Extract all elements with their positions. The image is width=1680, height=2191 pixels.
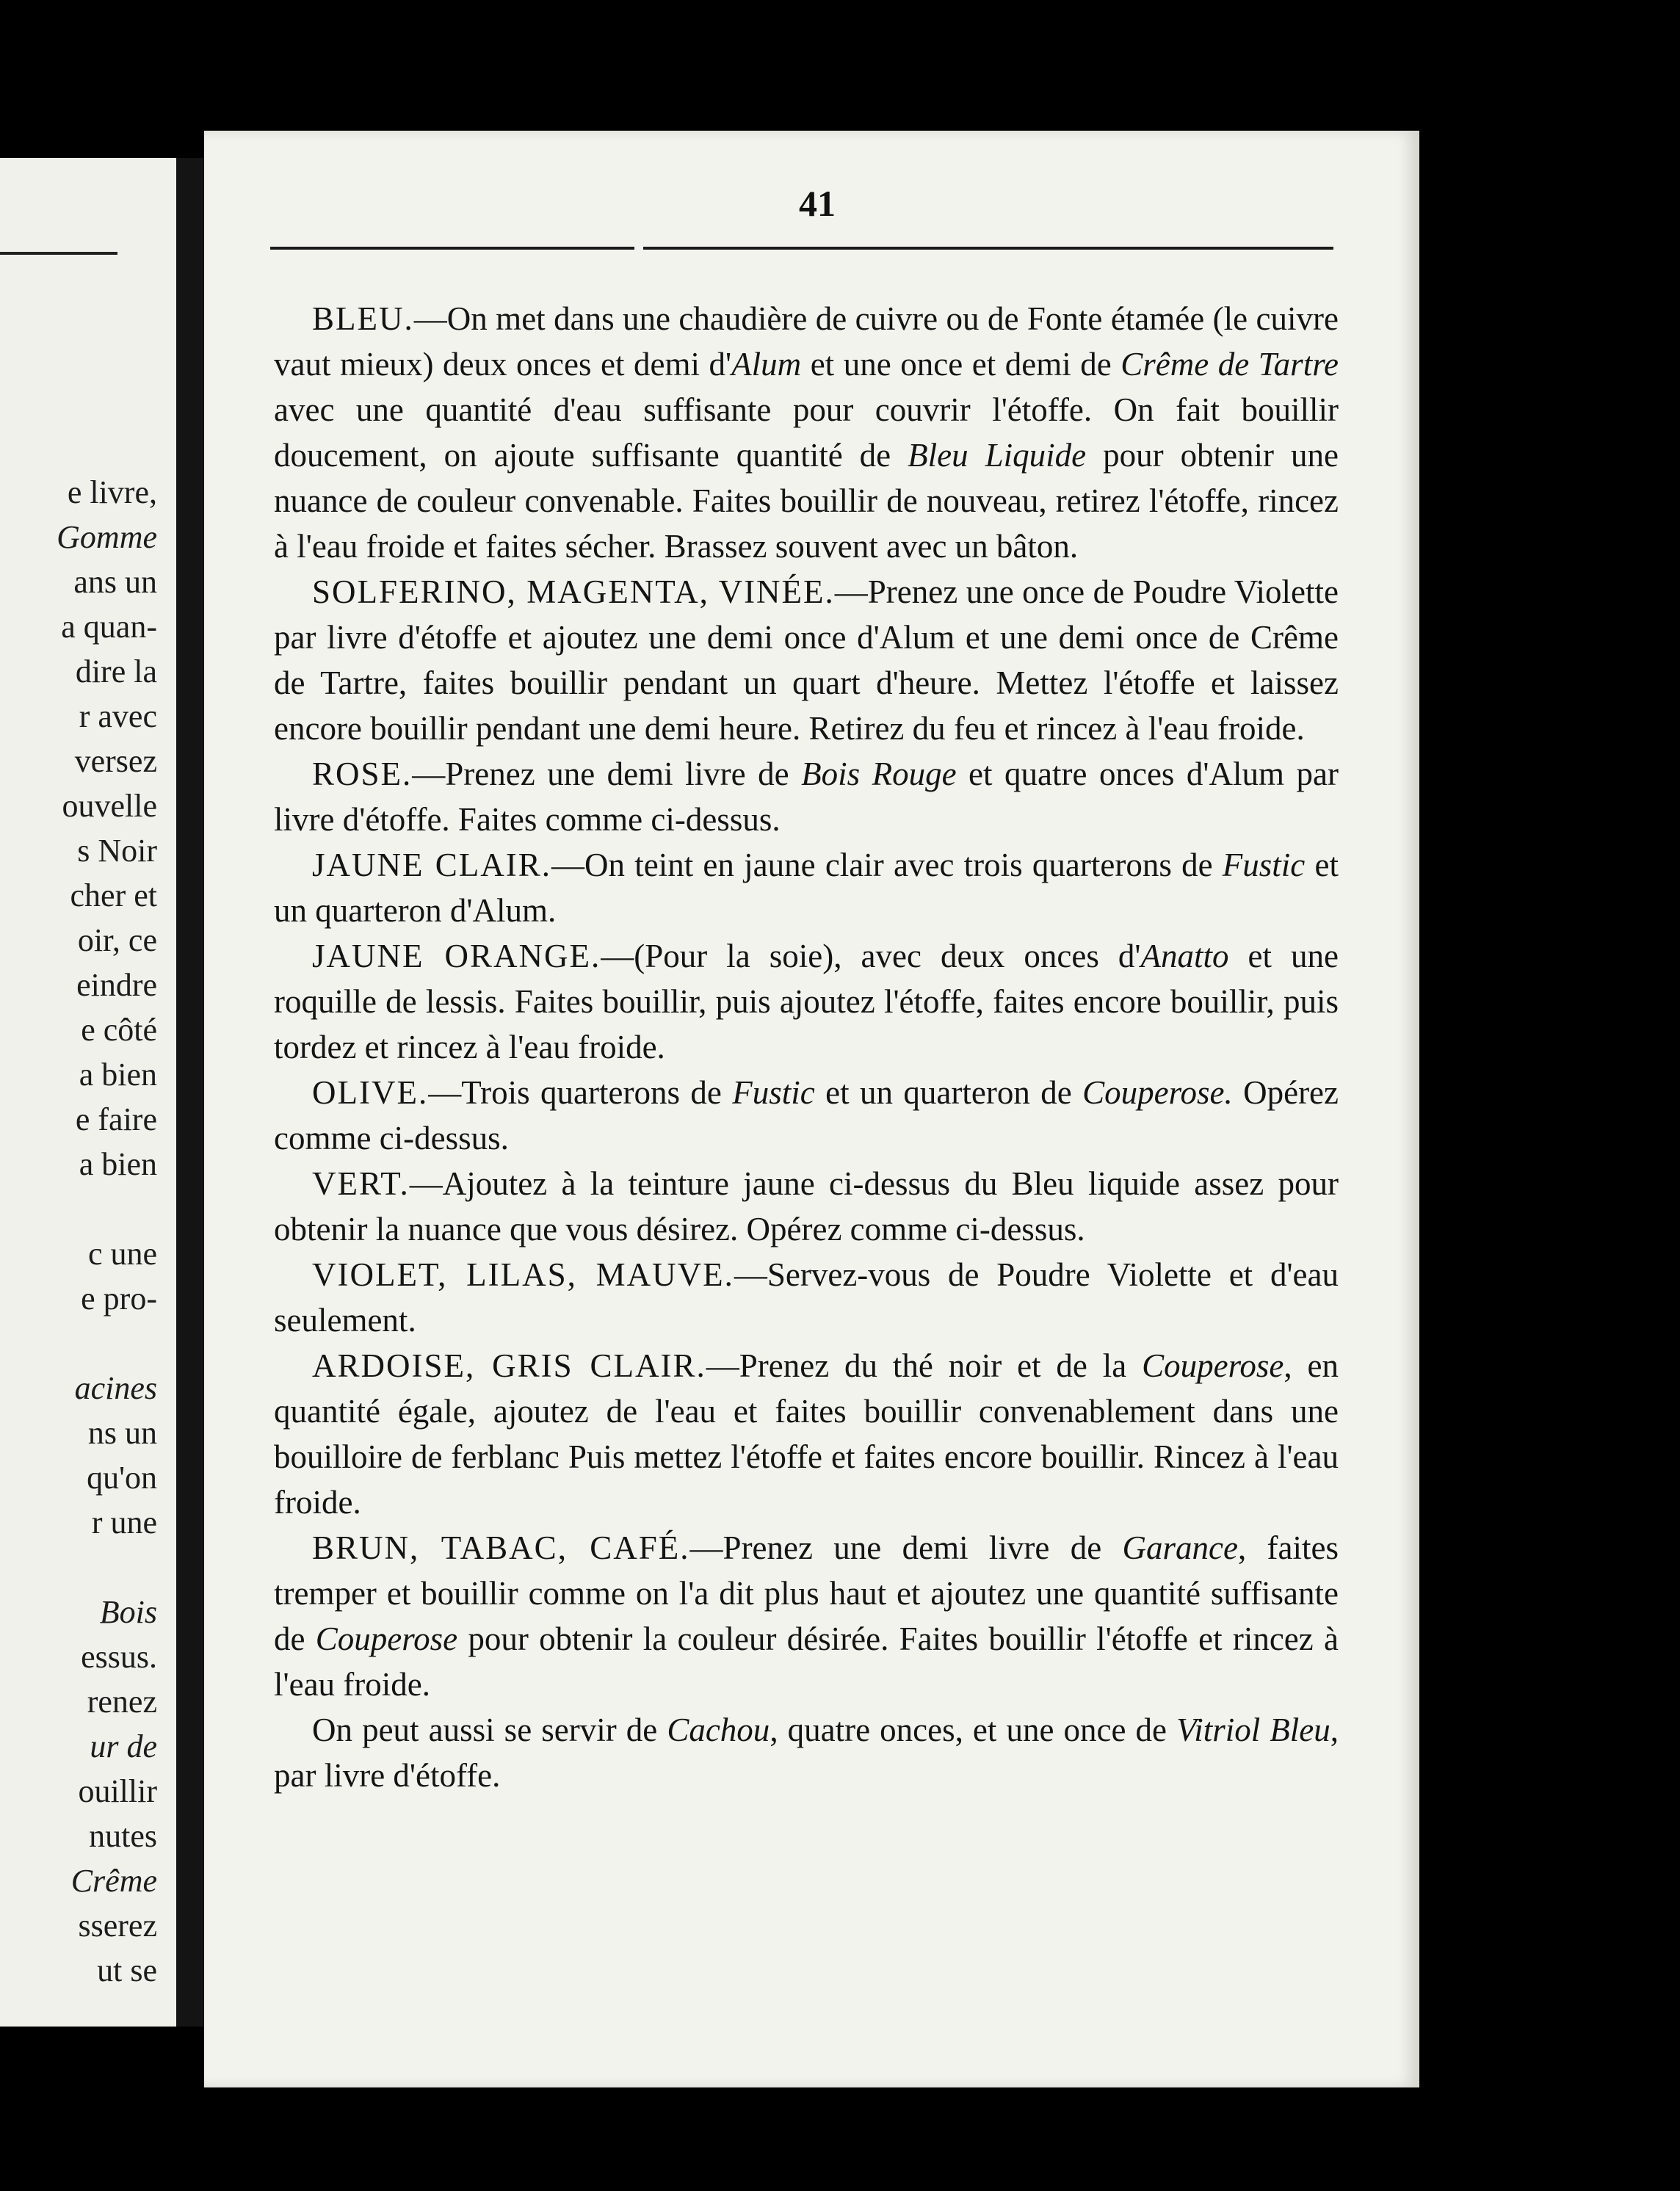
left-page-line: ur de	[90, 1728, 157, 1764]
body-text: —Servez-vous de Poudre Violette et d'eau seulement.	[274, 1256, 1339, 1339]
recipe-heading: JAUNE CLAIR.	[312, 847, 551, 883]
left-page-line: Gomme	[57, 519, 157, 555]
left-page-line: Crême	[70, 1863, 157, 1899]
body-text: —On met dans une chaudière de cuivre ou de Fonte étamée (le cuivre vaut mieux) deux onces et demi d'	[274, 300, 1339, 383]
left-page-line: Bois	[99, 1594, 157, 1630]
body-text: , par livre d'étoffe.	[274, 1712, 1339, 1794]
body-text: —(Pour la soie), avec deux onces d'	[601, 938, 1141, 974]
italic-term: Vitriol Bleu	[1176, 1712, 1330, 1748]
left-page-text	[57, 470, 157, 1993]
recipe-heading: SOLFERINO, MAGENTA, VINÉE.	[312, 573, 835, 610]
left-page-line: ut se	[97, 1952, 157, 1988]
body-text: —On teint en jaune clair avec trois quarterons de	[551, 847, 1223, 883]
body-text: pour obtenir la couleur désirée. Faites bouillir l'étoffe et rincez à l'eau froide.	[274, 1620, 1339, 1703]
left-page-line: e côté	[81, 1012, 157, 1048]
recipe-heading: VIOLET, LILAS, MAUVE.	[312, 1256, 734, 1293]
book-gutter	[176, 158, 204, 2027]
left-page-line: a bien	[79, 1146, 157, 1182]
left-page-line: c une	[87, 1236, 157, 1272]
paragraph	[274, 1070, 1339, 1161]
left-page-line: ouvelle	[62, 788, 157, 824]
page-body	[274, 296, 1339, 1798]
left-page-line: e faire	[75, 1101, 157, 1137]
body-text: pour obtenir une nuance de couleur convenable. Faites bouillir de nouveau, retirez l'étoffe, rincez à l'eau froide et faites sécher. Brassez souvent avec un bâton.	[274, 437, 1339, 565]
left-page-line: e pro-	[81, 1281, 157, 1317]
left-page-line: eindre	[76, 967, 157, 1003]
italic-term: Bleu Liquide	[908, 437, 1087, 474]
body-text: et une once et demi de	[801, 346, 1121, 383]
left-page-line: ouillir	[78, 1773, 157, 1809]
paragraph	[274, 569, 1339, 751]
italic-term: Couperose.	[1082, 1074, 1233, 1111]
page-41	[204, 131, 1419, 2087]
body-text: , en quantité égale, ajoutez de l'eau et faites bouillir convenablement dans une bouilloire de ferblanc Puis mettez l'étoffe et faites encore bouillir. Rincez à l'eau froide.	[274, 1347, 1339, 1521]
paragraph	[274, 1525, 1339, 1707]
left-page-line	[57, 1545, 157, 1590]
body-text: —Prenez une demi livre de	[689, 1529, 1123, 1566]
left-page-line: qu'on	[87, 1460, 157, 1496]
left-page-line	[57, 1187, 157, 1231]
paragraph	[274, 1252, 1339, 1343]
left-page-line: oir, ce	[77, 922, 157, 958]
paragraph	[274, 751, 1339, 842]
italic-term: Anatto	[1140, 938, 1229, 974]
body-text: —Ajoutez à la teinture jaune ci-dessus du Bleu liquide assez pour obtenir la nuance que vous désirez. Opérez comme ci-dessus.	[274, 1165, 1339, 1247]
paragraph	[274, 1707, 1339, 1798]
paragraph	[274, 1161, 1339, 1252]
recipe-heading: BRUN, TABAC, CAFÉ.	[312, 1529, 690, 1566]
body-text: —Prenez une demi livre de	[412, 756, 802, 792]
left-page-line: e livre,	[67, 474, 157, 510]
body-text: Opérez comme ci-dessus.	[274, 1074, 1339, 1156]
paragraph	[274, 842, 1339, 933]
left-page-line: versez	[74, 743, 157, 779]
italic-term: Cachou	[667, 1712, 770, 1748]
left-page-line: ns un	[87, 1415, 157, 1451]
page-number: 41	[799, 183, 836, 224]
recipe-heading: ROSE.	[312, 756, 413, 792]
left-page-line: acines	[74, 1370, 157, 1406]
header-rule-left	[270, 247, 634, 250]
italic-term: Alum	[731, 346, 802, 383]
left-page-line: r avec	[79, 698, 157, 734]
recipe-heading: BLEU.	[312, 300, 414, 337]
header-rule-right	[643, 247, 1333, 250]
body-text: , faites tremper et bouillir comme on l'a dit plus haut et ajoutez une quantité suffisante de	[274, 1529, 1339, 1657]
paragraph	[274, 1343, 1339, 1525]
body-text: —Prenez du thé noir et de la	[706, 1347, 1143, 1384]
left-page-line: cher et	[70, 877, 157, 913]
recipe-heading: OLIVE.	[312, 1074, 429, 1111]
body-text: —Trois quarterons de	[428, 1074, 733, 1111]
body-text: , quatre onces, et une once de	[770, 1712, 1177, 1748]
recipe-heading: VERT.	[312, 1165, 410, 1202]
left-page-line: renez	[87, 1684, 157, 1720]
italic-term: Fustic	[732, 1074, 815, 1111]
italic-term: Fustic	[1222, 847, 1306, 883]
body-text: et un quarteron de	[814, 1074, 1083, 1111]
body-text: et un quarteron d'Alum.	[274, 847, 1339, 929]
italic-term: Garance	[1122, 1529, 1238, 1566]
left-page-line: r une	[91, 1504, 157, 1540]
left-page-line: a bien	[79, 1057, 157, 1093]
left-page-line: sserez	[78, 1908, 157, 1944]
left-page-line: dire la	[75, 653, 157, 689]
left-page-line: a quan-	[61, 609, 157, 645]
italic-term: Couperose	[315, 1620, 458, 1657]
left-page-rule	[0, 252, 117, 255]
left-page-line: s Noir	[77, 833, 157, 869]
body-text: et quatre onces d'Alum par livre d'étoffe. Faites comme ci-dessus.	[274, 756, 1339, 838]
italic-term: Couperose	[1142, 1347, 1284, 1384]
body-text: avec une quantité d'eau suffisante pour couvrir l'étoffe. On fait bouillir doucement, on ajoute suffisante quantité de	[274, 391, 1339, 474]
left-page-line: essus.	[81, 1639, 157, 1675]
italic-term: Crême de Tartre	[1120, 346, 1339, 383]
recipe-heading: ARDOISE, GRIS CLAIR.	[312, 1347, 706, 1384]
left-page-line	[57, 1321, 157, 1366]
left-page-line: nutes	[89, 1818, 157, 1854]
body-text: et une roquille de lessis. Faites bouillir, puis ajoutez l'étoffe, faites encore bouillir, puis tordez et rincez à l'eau froide.	[274, 938, 1339, 1065]
body-text: —Prenez une once de Poudre Violette par livre d'étoffe et ajoutez une demi once d'Alum et une demi once de Crême de Tartre, faites bouillir pendant un quart d'heure. Mettez l'étoffe et laissez encore bouillir pendant une demi heure. Retirez du feu et rincez à l'eau froide.	[274, 573, 1339, 747]
paragraph	[274, 296, 1339, 569]
recipe-heading: JAUNE ORANGE.	[312, 938, 601, 974]
paragraph	[274, 933, 1339, 1070]
italic-term: Bois Rouge	[801, 756, 957, 792]
left-page-line: ans un	[73, 564, 157, 600]
left-facing-page	[0, 158, 176, 2027]
body-text: On peut aussi se servir de	[312, 1712, 667, 1748]
